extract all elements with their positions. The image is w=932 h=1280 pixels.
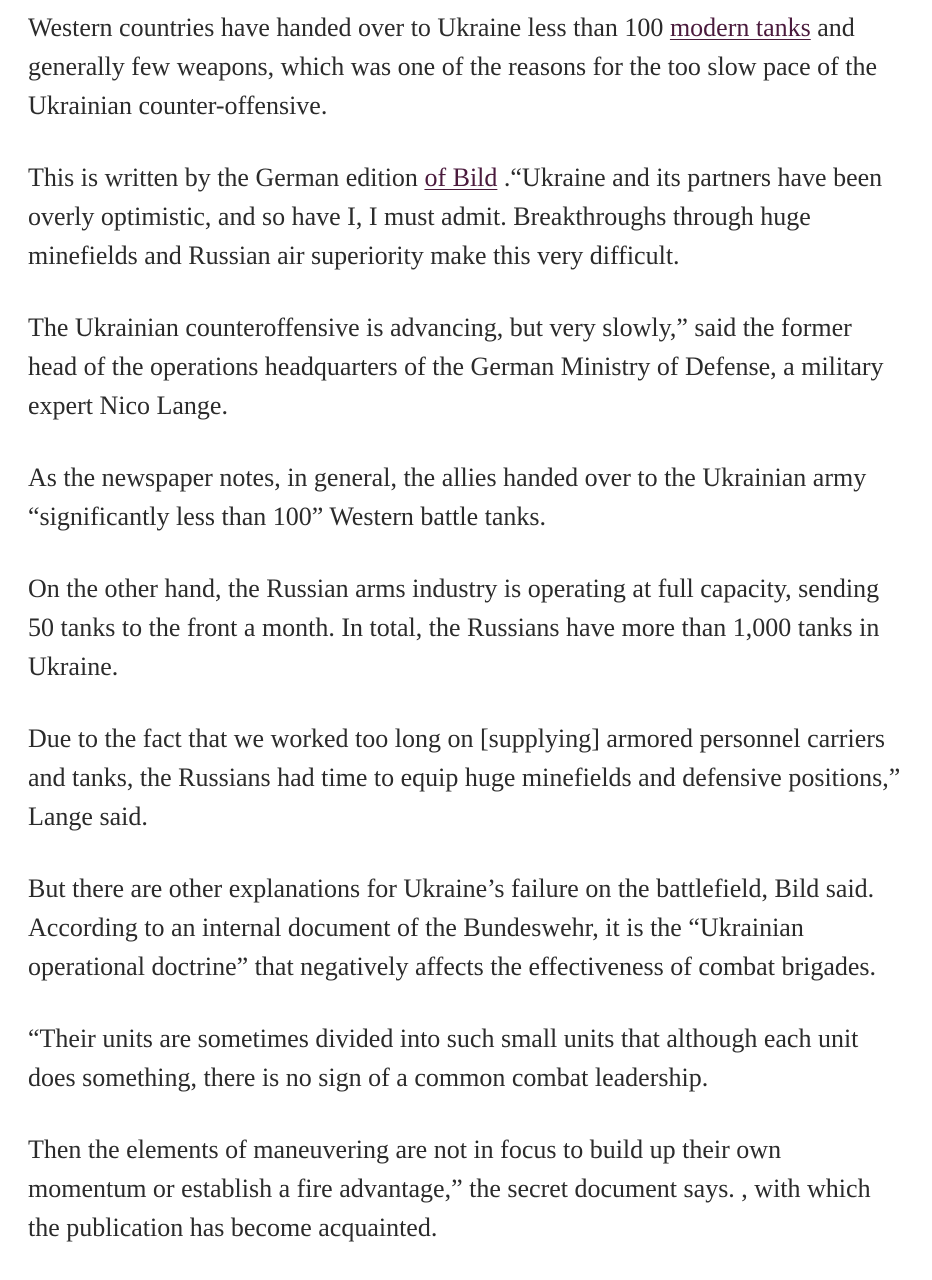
paragraph-9: Then the elements of maneuvering are not in focus to build up their own momentum or establish a fire advantage,” the secret document says. , with which the publication has become acquainted. (28, 1135, 871, 1242)
bild-link[interactable]: of Bild (424, 163, 498, 192)
paragraph-2 (28, 158, 904, 275)
paragraph-7: But there are other explanations for Ukraine’s failure on the battlefield, Bild said. According to an internal document of the Bundeswehr, it is the “Ukrainian operational doctrine” that negatively affects the effectiveness of combat brigades. (28, 874, 877, 981)
paragraph-1-text-after: and generally few weapons, which was one of the reasons for the too slow pace of the Ukrainian counter-offensive. (28, 13, 878, 120)
paragraph-3: The Ukrainian counteroffensive is advancing, but very slowly,” said the former head of the operations headquarters of the German Ministry of Defense, a military expert Nico Lange. (28, 313, 884, 420)
paragraph-8: “Their units are sometimes divided into such small units that although each unit does something, there is no sign of a common combat leadership. (28, 1024, 859, 1092)
paragraph-1 (28, 8, 904, 125)
modern-tanks-link[interactable]: modern tanks (669, 13, 811, 42)
paragraph-1-text-before: Western countries have handed over to Ukraine less than 100 (28, 13, 670, 42)
paragraph-2-text-before: This is written by the German edition (28, 163, 425, 192)
paragraph-6: Due to the fact that we worked too long on [supplying] armored personnel carriers and tanks, the Russians had time to equip huge minefields and defensive positions,” Lange said. (28, 724, 901, 831)
paragraph-4: As the newspaper notes, in general, the allies handed over to the Ukrainian army “significantly less than 100” Western battle tanks. (28, 463, 867, 531)
paragraph-2-text-after: .“Ukraine and its partners have been overly optimistic, and so have I, I must admit. Breakthroughs through huge minefields and Russian air superiority make this very difficult. (28, 163, 883, 270)
paragraph-5: On the other hand, the Russian arms industry is operating at full capacity, sending 50 tanks to the front a month. In total, the Russians have more than 1,000 tanks in Ukraine. (28, 574, 880, 681)
